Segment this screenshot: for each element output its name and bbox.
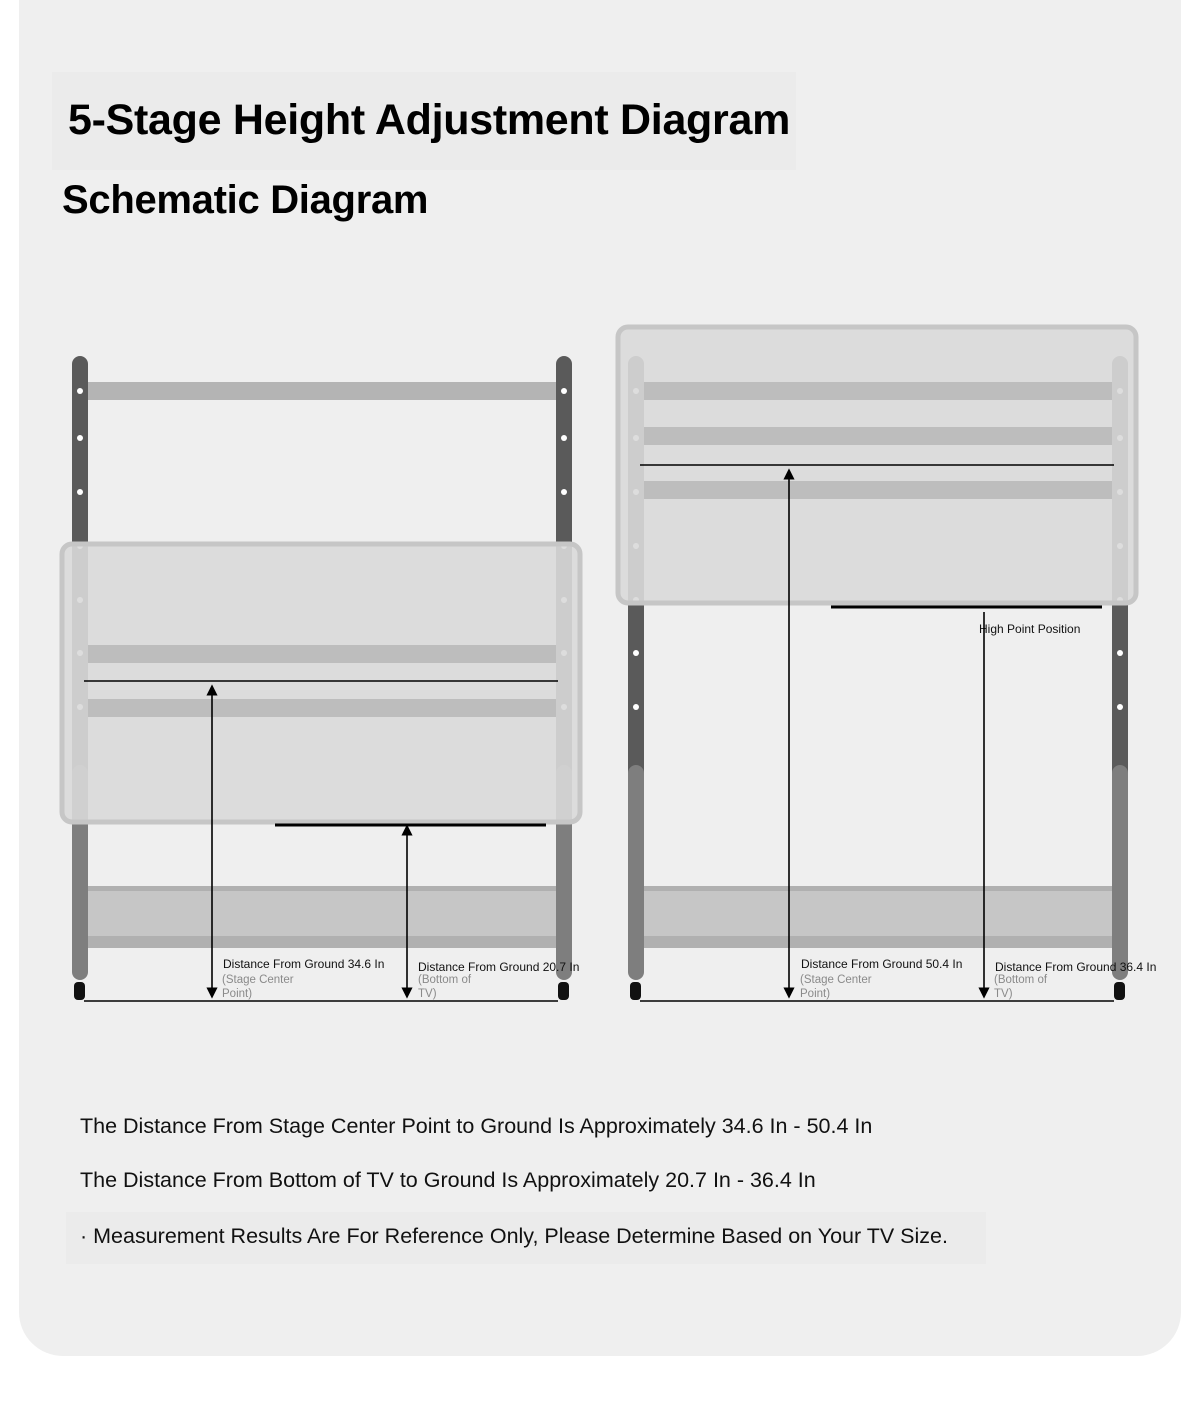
right-bottom-distance-sub1: (Bottom of [994, 974, 1048, 986]
left-stand [62, 356, 580, 1001]
left-stand-mount-bar-upper [88, 645, 556, 663]
right-center-distance-sub2: Point) [800, 988, 831, 1000]
right-stand-top-bar [644, 382, 1112, 400]
right-bottom-distance-label: Distance From Ground 36.4 In [995, 960, 1157, 974]
right-center-distance-label: Distance From Ground 50.4 In [801, 957, 963, 971]
left-stand-bottom-shelf [88, 886, 556, 948]
right-center-distance-sub1: (Stage Center [800, 974, 872, 986]
section-subtitle: Schematic Diagram [62, 178, 429, 222]
height-adjustment-diagram [0, 300, 1200, 1020]
tv-bottom-range-note: The Distance From Bottom of TV to Ground Is Approximately 20.7 In - 36.4 In [80, 1168, 816, 1192]
left-stand-tv-panel [62, 544, 580, 822]
left-center-distance-sub2: Point) [222, 988, 253, 1000]
left-stand-top-bar [88, 382, 556, 400]
right-stand-bottom-shelf [644, 886, 1112, 948]
left-center-distance-sub1: (Stage Center [222, 974, 294, 986]
reference-disclaimer: · Measurement Results Are For Reference Only, Please Determine Based on Your TV Size. [80, 1224, 948, 1248]
right-bottom-distance-sub2: TV) [994, 988, 1013, 1000]
right-stand-mount-bar-lower [644, 481, 1112, 499]
left-bottom-distance-label: Distance From Ground 20.7 In [418, 960, 580, 974]
left-center-distance-label: Distance From Ground 34.6 In [223, 957, 385, 971]
left-bottom-distance-sub1: (Bottom of [418, 974, 472, 986]
left-bottom-distance-sub2: TV) [418, 988, 437, 1000]
right-stand [618, 327, 1156, 1001]
high-point-label: High Point Position [979, 622, 1081, 636]
center-point-range-note: The Distance From Stage Center Point to Ground Is Approximately 34.6 In - 50.4 In [80, 1114, 873, 1138]
right-stand-mount-bar-upper [644, 427, 1112, 445]
left-stand-mount-bar-lower [88, 699, 556, 717]
page-title: 5-Stage Height Adjustment Diagram [68, 96, 791, 144]
